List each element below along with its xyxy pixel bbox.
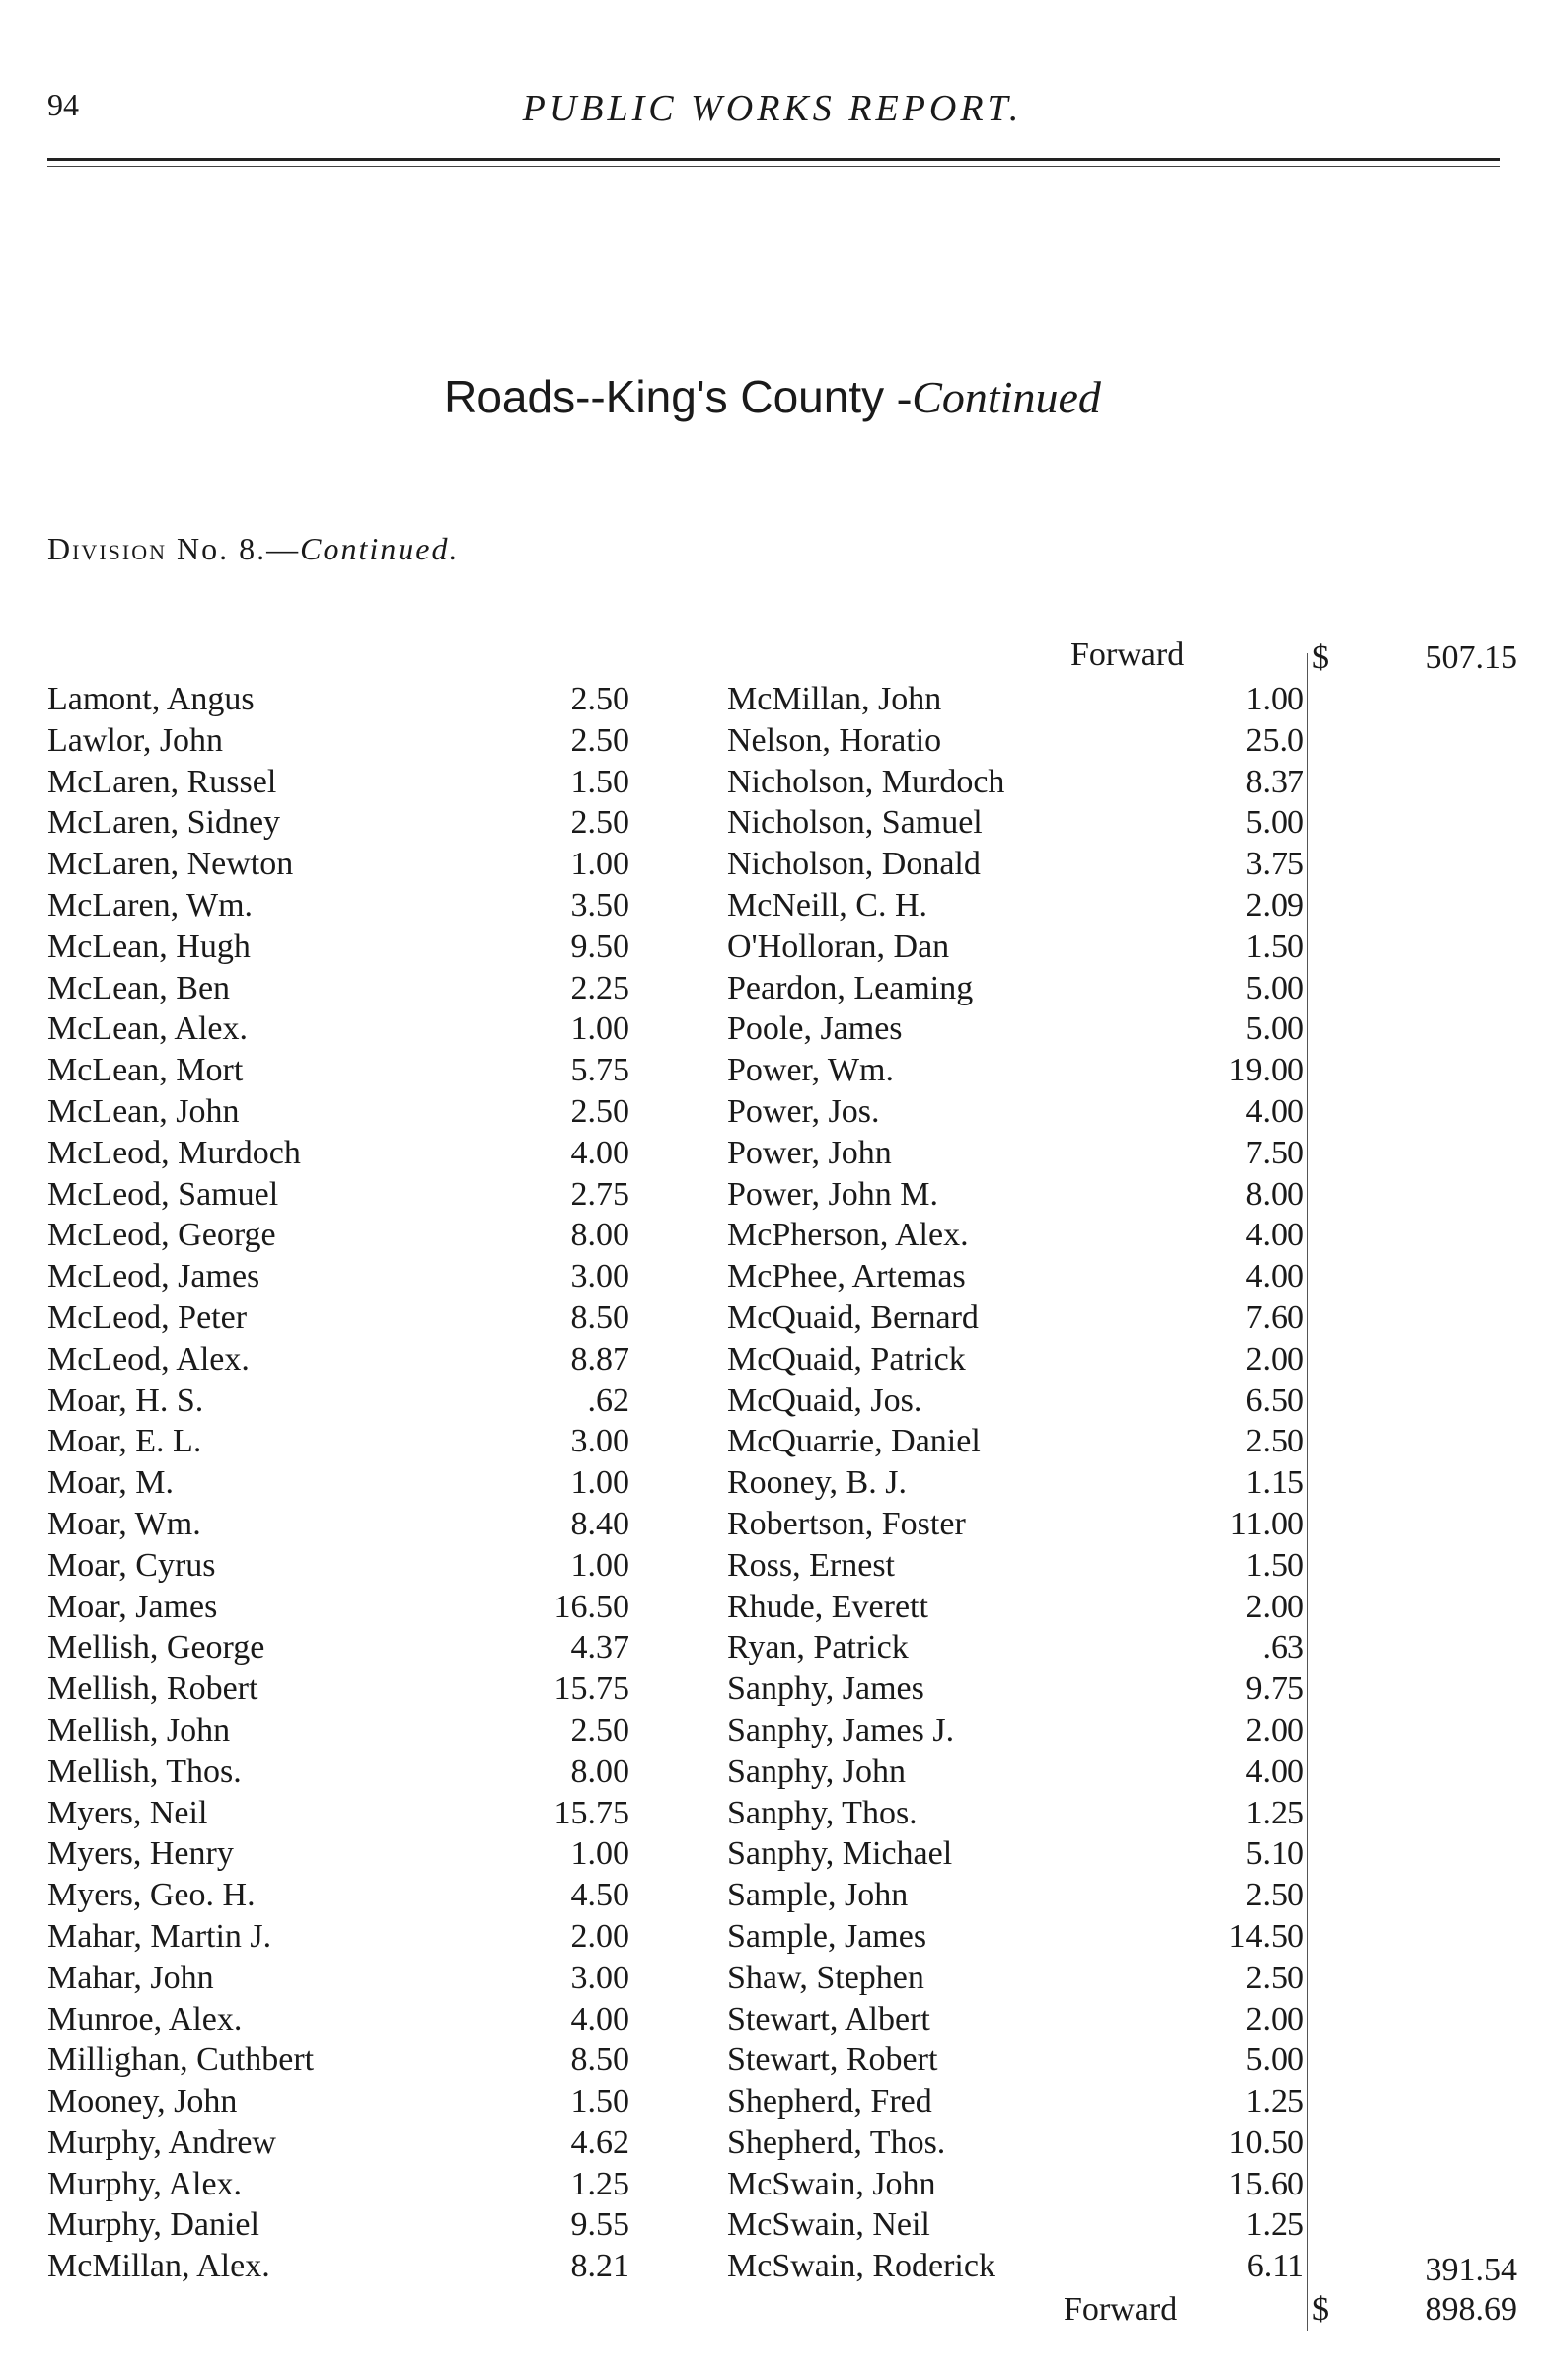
title-continued: -Continued: [896, 372, 1101, 422]
entry-name: Nelson, Horatio: [727, 721, 942, 759]
entry-amount: 1.00: [570, 1835, 629, 1873]
entry-name: O'Holloran, Dan: [727, 928, 950, 965]
entry-name: Shaw, Stephen: [727, 1959, 924, 1996]
list-item: [47, 679, 629, 720]
list-item: [727, 1050, 1304, 1091]
entry-amount: 1.50: [1245, 928, 1304, 965]
entry-name: Ross, Ernest: [727, 1546, 895, 1584]
entry-name: Mellish, George: [47, 1629, 265, 1667]
entry-name: Shepherd, Thos.: [727, 2123, 946, 2161]
list-item: [47, 885, 629, 927]
list-item: [727, 1627, 1304, 1669]
list-item: [727, 1669, 1304, 1710]
list-item: [727, 762, 1304, 803]
entry-name: Millighan, Cuthbert: [47, 2042, 315, 2079]
entry-amount: 3.75: [1245, 846, 1304, 883]
list-item: [47, 2164, 629, 2205]
entry-amount: 2.25: [570, 969, 629, 1006]
list-item: [47, 1380, 629, 1422]
entry-name: McMillan, Alex.: [47, 2248, 270, 2285]
entry-name: Power, Wm.: [727, 1052, 894, 1089]
list-item: [727, 802, 1304, 844]
entry-amount: 2.50: [1245, 1959, 1304, 1996]
entry-amount: 5.10: [1245, 1835, 1304, 1873]
list-item: [727, 1751, 1304, 1793]
list-item: [47, 1587, 629, 1628]
entry-amount: 1.25: [1245, 2206, 1304, 2244]
entry-amount: 6.11: [1246, 2248, 1304, 2285]
entry-name: McQuaid, Patrick: [727, 1340, 966, 1377]
page-number: 94: [47, 87, 79, 122]
list-item: [727, 1091, 1304, 1133]
list-item: [47, 1091, 629, 1133]
entry-amount: 2.00: [1245, 1711, 1304, 1748]
entry-amount: 2.50: [570, 721, 629, 759]
division-label: Division: [47, 531, 167, 566]
entry-name: Munroe, Alex.: [47, 2000, 243, 2038]
entry-amount: 8.50: [570, 1299, 629, 1336]
entry-name: Mooney, John: [47, 2083, 238, 2120]
entry-amount: 19.00: [1228, 1052, 1304, 1089]
entry-amount: 15.75: [553, 1671, 629, 1708]
list-item: [47, 720, 629, 762]
list-item: [727, 1916, 1304, 1958]
list-item: [727, 1008, 1304, 1050]
entry-amount: 6.50: [1245, 1381, 1304, 1419]
list-item: [727, 1958, 1304, 1999]
list-item: [727, 1256, 1304, 1298]
entry-name: Murphy, Alex.: [47, 2165, 243, 2202]
entry-amount: 11.00: [1229, 1505, 1304, 1542]
amount-column-rule: [1307, 653, 1308, 2331]
entry-name: Stewart, Robert: [727, 2042, 938, 2079]
entry-amount: 2.00: [1245, 1588, 1304, 1625]
entry-amount: 2.50: [1245, 1423, 1304, 1460]
entry-name: Sanphy, James J.: [727, 1711, 955, 1748]
entry-name: Poole, James: [727, 1010, 903, 1048]
list-item: [727, 1339, 1304, 1380]
entry-amount: 1.15: [1245, 1464, 1304, 1502]
entry-amount: 2.50: [570, 804, 629, 842]
entry-name: Myers, Henry: [47, 1835, 234, 1873]
list-item: [727, 1504, 1304, 1545]
entry-name: Moar, James: [47, 1588, 218, 1625]
list-item: [47, 1627, 629, 1669]
entry-name: Mellish, John: [47, 1711, 231, 1748]
entry-name: McLaren, Sidney: [47, 804, 281, 842]
entry-name: Lamont, Angus: [47, 681, 255, 717]
list-item: [727, 1833, 1304, 1875]
entry-amount: 1.00: [570, 846, 629, 883]
entry-amount: 4.00: [1245, 1217, 1304, 1254]
entry-amount: 4.37: [570, 1629, 629, 1667]
entry-name: McLeod, Alex.: [47, 1340, 250, 1377]
entry-amount: 3.50: [570, 886, 629, 924]
entry-name: Nicholson, Samuel: [727, 804, 983, 842]
list-item: [47, 2040, 629, 2081]
list-item: [727, 1793, 1304, 1834]
header-rule-thin: [47, 166, 1500, 167]
left-column-list: [47, 679, 629, 2287]
entry-amount: 8.40: [570, 1505, 629, 1542]
entry-name: McMillan, John: [727, 681, 942, 717]
entry-name: Nicholson, Donald: [727, 846, 981, 883]
list-item: [47, 1669, 629, 1710]
entry-name: Mellish, Robert: [47, 1671, 258, 1708]
list-item: [47, 1421, 629, 1462]
entry-name: Myers, Neil: [47, 1794, 208, 1831]
list-item: [727, 1174, 1304, 1216]
entry-amount: 8.21: [570, 2248, 629, 2285]
list-item: [47, 2081, 629, 2122]
entry-name: Stewart, Albert: [727, 2000, 930, 2038]
list-item: [47, 1793, 629, 1834]
list-item: [727, 2204, 1304, 2246]
right-column-list: [727, 679, 1304, 2287]
entry-name: Nicholson, Murdoch: [727, 763, 1005, 800]
list-item: [727, 2040, 1304, 2081]
list-item: [727, 2164, 1304, 2205]
list-item: [727, 679, 1304, 720]
entry-amount: 4.00: [1245, 1752, 1304, 1790]
entry-name: McLaren, Newton: [47, 846, 294, 883]
list-item: [727, 2081, 1304, 2122]
entry-amount: 9.55: [570, 2206, 629, 2244]
entry-amount: 4.00: [1245, 1092, 1304, 1130]
entry-amount: 4.50: [570, 1877, 629, 1914]
list-item: [47, 1215, 629, 1256]
entry-name: Power, John M.: [727, 1175, 938, 1213]
entry-amount: 5.00: [1245, 969, 1304, 1006]
entry-amount: .62: [587, 1381, 629, 1419]
entry-name: McLaren, Russel: [47, 763, 277, 800]
header-rule: [47, 158, 1500, 161]
entry-name: Mahar, Martin J.: [47, 1917, 272, 1955]
entry-amount: 9.75: [1245, 1671, 1304, 1708]
list-item: [47, 968, 629, 1009]
entry-amount: 1.50: [1245, 1546, 1304, 1584]
entry-name: McLeod, James: [47, 1258, 260, 1296]
entry-amount: 8.00: [570, 1752, 629, 1790]
list-item: [47, 1916, 629, 1958]
entry-amount: 10.50: [1228, 2123, 1304, 2161]
entry-amount: 7.60: [1245, 1299, 1304, 1336]
forward-bottom-label: Forward: [1064, 2291, 1178, 2328]
entry-amount: 7.50: [1245, 1134, 1304, 1171]
list-item: [727, 1421, 1304, 1462]
entry-name: Moar, E. L.: [47, 1423, 202, 1460]
list-item: [727, 720, 1304, 762]
list-item: [47, 1710, 629, 1751]
entry-name: McLean, Mort: [47, 1052, 244, 1089]
list-item: [47, 762, 629, 803]
entry-name: Power, John: [727, 1134, 892, 1171]
list-item: [47, 1298, 629, 1339]
entry-name: Murphy, Daniel: [47, 2206, 259, 2244]
entry-amount: 2.00: [570, 1917, 629, 1955]
entry-amount: 15.75: [553, 1794, 629, 1831]
list-item: [47, 1133, 629, 1174]
list-item: [47, 1008, 629, 1050]
entry-amount: 2.50: [570, 1711, 629, 1748]
entry-amount: 1.25: [1245, 1794, 1304, 1831]
entry-name: Moar, H. S.: [47, 1381, 204, 1419]
entry-name: McLean, Hugh: [47, 928, 251, 965]
title-main: Roads--King's County: [444, 371, 885, 422]
list-item: [727, 1462, 1304, 1504]
list-item: [727, 1587, 1304, 1628]
entry-amount: 2.50: [570, 681, 629, 717]
entry-name: McLean, Ben: [47, 969, 231, 1006]
entry-amount: 2.00: [1245, 2000, 1304, 2038]
division-continued: Continued.: [300, 531, 460, 566]
entry-amount: 1.25: [1245, 2083, 1304, 2120]
entry-name: McQuaid, Jos.: [727, 1381, 922, 1419]
list-item: [727, 2246, 1304, 2287]
page-title: [0, 370, 1545, 423]
entry-amount: 25.0: [1245, 721, 1304, 759]
entry-amount: 8.87: [570, 1340, 629, 1377]
entry-amount: 5.75: [570, 1052, 629, 1089]
entry-name: McLean, Alex.: [47, 1010, 248, 1048]
entry-amount: 5.00: [1245, 1010, 1304, 1048]
entry-name: Ryan, Patrick: [727, 1629, 909, 1667]
list-item: [727, 1298, 1304, 1339]
entry-amount: 4.00: [570, 1134, 629, 1171]
list-item: [727, 1215, 1304, 1256]
entry-amount: 1.00: [570, 1546, 629, 1584]
entry-name: Sanphy, Thos.: [727, 1794, 918, 1831]
division-heading: [47, 531, 459, 567]
entry-name: McLeod, Peter: [47, 1299, 248, 1336]
list-item: [727, 1999, 1304, 2041]
list-item: [47, 844, 629, 885]
running-title: PUBLIC WORKS REPORT.: [522, 88, 1023, 129]
entry-amount: 14.50: [1228, 1917, 1304, 1955]
forward-top-dollar: $: [1312, 639, 1329, 676]
list-item: [727, 844, 1304, 885]
entry-amount: .63: [1262, 1629, 1304, 1667]
list-item: [47, 1545, 629, 1587]
entry-name: Rhude, Everett: [727, 1588, 928, 1625]
forward-bottom-amount: 898.69: [1425, 2291, 1517, 2328]
entry-name: McLeod, Samuel: [47, 1175, 279, 1213]
entry-name: McNeill, C. H.: [727, 886, 928, 924]
forward-top-amount: 507.15: [1425, 639, 1517, 676]
entry-name: McQuarrie, Daniel: [727, 1423, 981, 1460]
entry-amount: 4.00: [570, 2000, 629, 2038]
entry-name: Lawlor, John: [47, 721, 224, 759]
entry-amount: 5.00: [1245, 2042, 1304, 2079]
list-item: [727, 1710, 1304, 1751]
list-item: [47, 2204, 629, 2246]
list-item: [727, 1545, 1304, 1587]
list-item: [47, 1339, 629, 1380]
entry-name: Sanphy, Michael: [727, 1835, 953, 1873]
entry-amount: 2.50: [570, 1092, 629, 1130]
entry-name: McLeod, Murdoch: [47, 1134, 301, 1171]
entry-name: Sample, John: [727, 1877, 909, 1914]
entry-amount: 2.09: [1245, 886, 1304, 924]
entry-amount: 4.00: [1245, 1258, 1304, 1296]
list-item: [47, 2246, 629, 2287]
entry-name: Moar, Cyrus: [47, 1546, 216, 1584]
entry-amount: 2.75: [570, 1175, 629, 1213]
list-item: [47, 2122, 629, 2164]
list-item: [727, 1380, 1304, 1422]
list-item: [47, 1462, 629, 1504]
entry-name: McQuaid, Bernard: [727, 1299, 979, 1336]
entry-amount: 8.50: [570, 2042, 629, 2079]
entry-amount: 2.50: [1245, 1877, 1304, 1914]
list-item: [727, 2122, 1304, 2164]
entry-name: Power, Jos.: [727, 1092, 880, 1130]
list-item: [47, 1958, 629, 1999]
forward-bottom-dollar: $: [1312, 2291, 1329, 2328]
entry-name: McSwain, Neil: [727, 2206, 930, 2244]
entry-amount: 1.50: [570, 763, 629, 800]
list-item: [47, 1999, 629, 2041]
entry-name: McLeod, George: [47, 1217, 276, 1254]
entry-name: Peardon, Leaming: [727, 969, 974, 1006]
list-item: [727, 927, 1304, 968]
entry-amount: 1.00: [570, 1010, 629, 1048]
entry-name: Moar, M.: [47, 1464, 175, 1502]
entry-name: Mellish, Thos.: [47, 1752, 242, 1790]
entry-name: McPhee, Artemas: [727, 1258, 966, 1296]
list-item: [47, 927, 629, 968]
division-number: No. 8.—: [177, 531, 301, 566]
list-item: [727, 1133, 1304, 1174]
entry-amount: 15.60: [1228, 2165, 1304, 2202]
entry-amount: 1.25: [570, 2165, 629, 2202]
list-item: [47, 1751, 629, 1793]
entry-name: McSwain, John: [727, 2165, 936, 2202]
entry-amount: 3.00: [570, 1959, 629, 1996]
page-total: 391.54: [1425, 2252, 1517, 2288]
entry-name: Sanphy, John: [727, 1752, 907, 1790]
list-item: [47, 1833, 629, 1875]
entry-amount: 4.62: [570, 2123, 629, 2161]
entry-name: Myers, Geo. H.: [47, 1877, 256, 1914]
entry-name: Mahar, John: [47, 1959, 214, 1996]
entry-amount: 8.00: [1245, 1175, 1304, 1213]
entry-name: Sample, James: [727, 1917, 927, 1955]
entry-amount: 9.50: [570, 928, 629, 965]
entry-name: McPherson, Alex.: [727, 1217, 969, 1254]
entry-name: McLaren, Wm.: [47, 886, 254, 924]
entry-amount: 1.00: [1245, 681, 1304, 717]
entry-name: Sanphy, James: [727, 1671, 924, 1708]
list-item: [47, 1256, 629, 1298]
entry-name: Rooney, B. J.: [727, 1464, 907, 1502]
list-item: [47, 1174, 629, 1216]
list-item: [727, 1875, 1304, 1916]
entry-amount: 3.00: [570, 1423, 629, 1460]
list-item: [47, 802, 629, 844]
entry-name: McSwain, Roderick: [727, 2248, 995, 2285]
entry-name: Shepherd, Fred: [727, 2083, 932, 2120]
entry-name: Moar, Wm.: [47, 1505, 201, 1542]
entry-amount: 1.50: [570, 2083, 629, 2120]
entry-name: Murphy, Andrew: [47, 2123, 276, 2161]
entry-amount: 8.37: [1245, 763, 1304, 800]
list-item: [47, 1504, 629, 1545]
list-item: [47, 1050, 629, 1091]
entry-amount: 1.00: [570, 1464, 629, 1502]
entry-amount: 2.00: [1245, 1340, 1304, 1377]
entry-amount: 5.00: [1245, 804, 1304, 842]
list-item: [727, 968, 1304, 1009]
entry-amount: 8.00: [570, 1217, 629, 1254]
entry-name: Robertson, Foster: [727, 1505, 966, 1542]
list-item: [727, 885, 1304, 927]
entry-amount: 3.00: [570, 1258, 629, 1296]
forward-top-label: Forward: [1070, 636, 1185, 673]
entry-amount: 16.50: [553, 1588, 629, 1625]
list-item: [47, 1875, 629, 1916]
entry-name: McLean, John: [47, 1092, 240, 1130]
